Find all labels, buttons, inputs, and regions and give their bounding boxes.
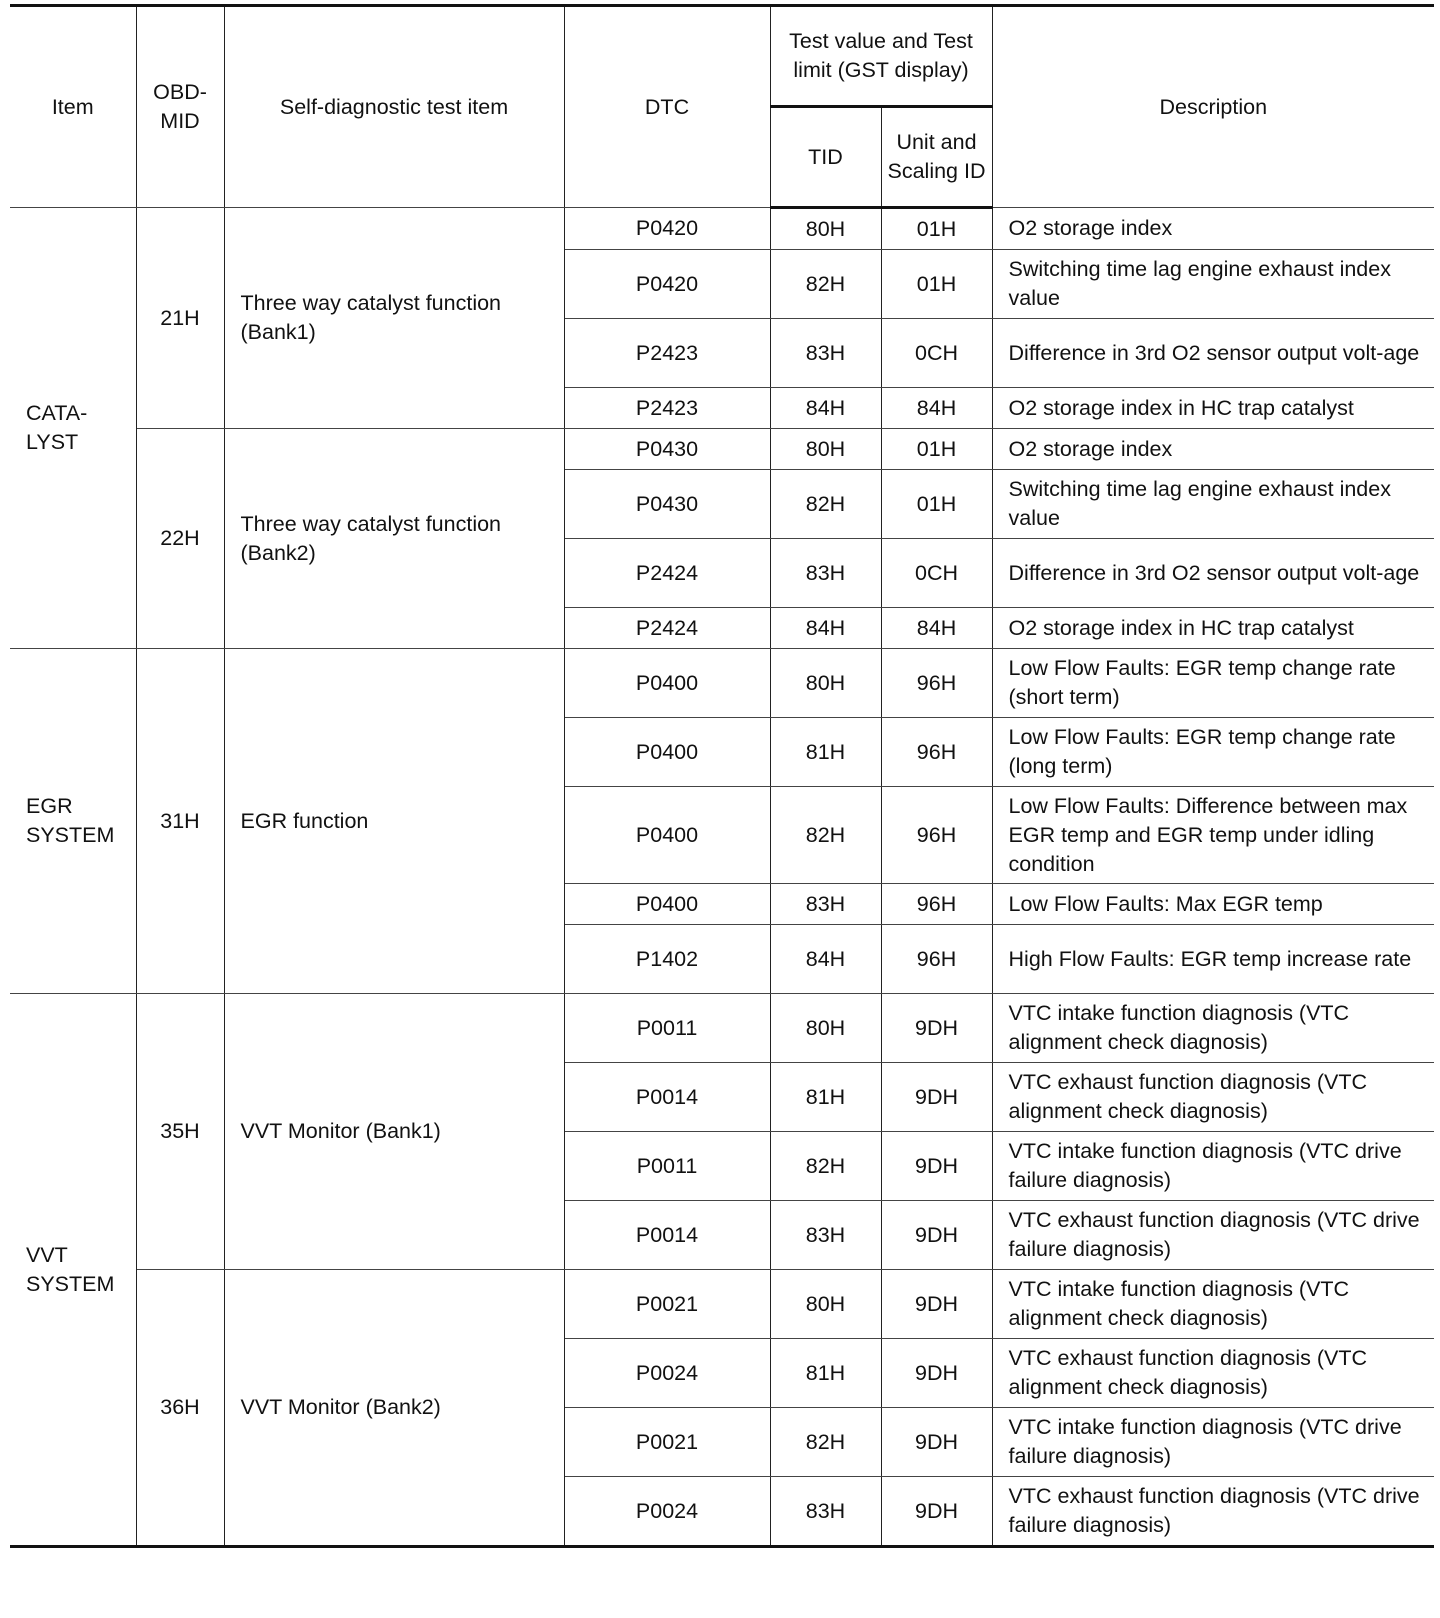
tid-cell: 80H [770,429,881,470]
table-row [10,994,1434,1063]
tid-cell: 84H [770,608,881,649]
dtc-cell: P0400 [564,649,770,718]
description-cell: Low Flow Faults: Difference between max EGR temp and EGR temp under idling condition [992,787,1434,884]
dtc-cell: P0011 [564,1132,770,1201]
dtc-cell: P2424 [564,539,770,608]
tid-cell: 81H [770,718,881,787]
table-row [10,1270,1434,1339]
test-item-cell: VVT Monitor (Bank1) [224,994,564,1270]
description-cell: O2 storage index [992,208,1434,250]
header-item: Item [10,6,136,208]
unit-cell: 0CH [881,319,992,388]
dtc-cell: P2423 [564,319,770,388]
dtc-cell: P0400 [564,884,770,925]
dtc-cell: P0024 [564,1339,770,1408]
header-test-value: Test value and Test limit (GST display) [770,6,992,107]
test-item-cell: VVT Monitor (Bank2) [224,1270,564,1547]
obd-mid-cell: 31H [136,649,224,994]
obd-mid-cell: 21H [136,208,224,429]
unit-cell: 9DH [881,1408,992,1477]
unit-cell: 84H [881,388,992,429]
description-cell: VTC exhaust function diagnosis (VTC drive failure diagnosis) [992,1201,1434,1270]
dtc-cell: P0420 [564,250,770,319]
unit-cell: 9DH [881,1339,992,1408]
unit-cell: 9DH [881,1477,992,1547]
unit-cell: 01H [881,208,992,250]
dtc-cell: P1402 [564,925,770,994]
test-item-cell: Three way catalyst function (Bank1) [224,208,564,429]
description-cell: High Flow Faults: EGR temp increase rate [992,925,1434,994]
tid-cell: 83H [770,319,881,388]
description-cell: Low Flow Faults: Max EGR temp [992,884,1434,925]
unit-cell: 01H [881,250,992,319]
tid-cell: 84H [770,388,881,429]
obd-mid-cell: 22H [136,429,224,649]
dtc-cell: P0430 [564,429,770,470]
item-cell: EGR SYSTEM [10,649,136,994]
description-cell: VTC intake function diagnosis (VTC drive failure diagnosis) [992,1408,1434,1477]
tid-cell: 84H [770,925,881,994]
tid-cell: 82H [770,787,881,884]
description-cell: O2 storage index in HC trap catalyst [992,608,1434,649]
unit-cell: 9DH [881,994,992,1063]
tid-cell: 83H [770,884,881,925]
dtc-cell: P2424 [564,608,770,649]
tid-cell: 80H [770,994,881,1063]
header-row-1 [10,6,1434,107]
obd-mid-cell: 36H [136,1270,224,1547]
tid-cell: 80H [770,649,881,718]
description-cell: VTC exhaust function diagnosis (VTC alignment check diagnosis) [992,1339,1434,1408]
dtc-cell: P0021 [564,1408,770,1477]
header-obd-mid: OBD-MID [136,6,224,208]
unit-cell: 01H [881,470,992,539]
unit-cell: 0CH [881,539,992,608]
tid-cell: 83H [770,1201,881,1270]
tid-cell: 83H [770,539,881,608]
table-row [10,429,1434,470]
description-cell: O2 storage index in HC trap catalyst [992,388,1434,429]
item-cell: VVT SYSTEM [10,994,136,1547]
unit-cell: 96H [881,884,992,925]
tid-cell: 82H [770,250,881,319]
description-cell: VTC exhaust function diagnosis (VTC drive failure diagnosis) [992,1477,1434,1547]
dtc-cell: P0400 [564,718,770,787]
dtc-cell: P0014 [564,1201,770,1270]
description-cell: VTC exhaust function diagnosis (VTC alignment check diagnosis) [992,1063,1434,1132]
unit-cell: 96H [881,925,992,994]
header-unit: Unit and Scaling ID [881,107,992,208]
description-cell: Difference in 3rd O2 sensor output volt-age [992,319,1434,388]
description-cell: O2 storage index [992,429,1434,470]
description-cell: Low Flow Faults: EGR temp change rate (long term) [992,718,1434,787]
header-dtc: DTC [564,6,770,208]
description-cell: Switching time lag engine exhaust index value [992,470,1434,539]
unit-cell: 84H [881,608,992,649]
dtc-cell: P2423 [564,388,770,429]
dtc-cell: P0021 [564,1270,770,1339]
description-cell: VTC intake function diagnosis (VTC alignment check diagnosis) [992,1270,1434,1339]
tid-cell: 82H [770,1132,881,1201]
tid-cell: 82H [770,1408,881,1477]
unit-cell: 9DH [881,1063,992,1132]
unit-cell: 9DH [881,1270,992,1339]
test-item-cell: Three way catalyst function (Bank2) [224,429,564,649]
test-item-cell: EGR function [224,649,564,994]
dtc-cell: P0011 [564,994,770,1063]
description-cell: Switching time lag engine exhaust index value [992,250,1434,319]
description-cell: Low Flow Faults: EGR temp change rate (short term) [992,649,1434,718]
dtc-cell: P0420 [564,208,770,250]
header-tid: TID [770,107,881,208]
description-cell: VTC intake function diagnosis (VTC drive failure diagnosis) [992,1132,1434,1201]
tid-cell: 81H [770,1339,881,1408]
obd-mid-cell: 35H [136,994,224,1270]
description-cell: VTC intake function diagnosis (VTC alignment check diagnosis) [992,994,1434,1063]
unit-cell: 96H [881,649,992,718]
unit-cell: 96H [881,718,992,787]
header-description: Description [992,6,1434,208]
tid-cell: 80H [770,1270,881,1339]
description-cell: Difference in 3rd O2 sensor output volt-age [992,539,1434,608]
unit-cell: 9DH [881,1132,992,1201]
unit-cell: 96H [881,787,992,884]
tid-cell: 83H [770,1477,881,1547]
obd-mid-table [10,4,1434,1548]
tid-cell: 81H [770,1063,881,1132]
dtc-cell: P0014 [564,1063,770,1132]
item-cell: CATA-LYST [10,208,136,649]
table-row [10,649,1434,718]
header-test-item: Self-diagnostic test item [224,6,564,208]
tid-cell: 80H [770,208,881,250]
dtc-cell: P0400 [564,787,770,884]
dtc-cell: P0430 [564,470,770,539]
unit-cell: 9DH [881,1201,992,1270]
dtc-cell: P0024 [564,1477,770,1547]
table-row [10,208,1434,250]
unit-cell: 01H [881,429,992,470]
tid-cell: 82H [770,470,881,539]
